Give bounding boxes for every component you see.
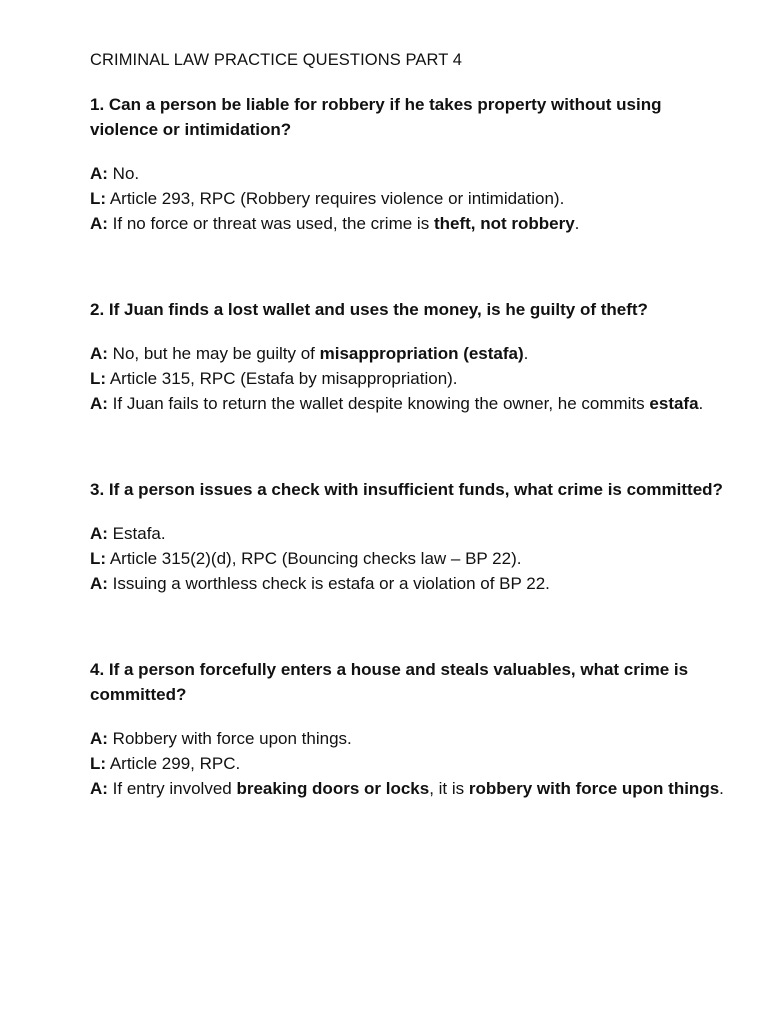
law-text: Article 293, RPC (Robbery requires violence or intimidation). xyxy=(106,189,565,208)
analysis-text-end: . xyxy=(719,779,724,798)
answer-tag: A: xyxy=(90,344,108,363)
analysis-text: If entry involved xyxy=(107,779,237,798)
law-tag: L: xyxy=(90,549,107,568)
answer-text: No. xyxy=(107,164,140,183)
answers-2 xyxy=(90,341,730,416)
answers-3 xyxy=(90,521,730,596)
analysis-emphasis: theft, not robbery xyxy=(433,214,575,233)
answers-1 xyxy=(90,161,730,236)
qa-block-1 xyxy=(90,92,730,236)
law-line xyxy=(90,751,730,776)
question-3: 3. If a person issues a check with insufficient funds, what crime is committed? xyxy=(90,480,723,499)
law-line xyxy=(90,186,730,211)
analysis-emphasis: estafa xyxy=(649,394,699,413)
analysis-tag: A: xyxy=(90,394,108,413)
law-tag: L: xyxy=(90,189,107,208)
analysis-text-end: . xyxy=(698,394,704,413)
analysis-line xyxy=(90,391,730,416)
analysis-text: If no force or threat was used, the crime is xyxy=(107,214,434,233)
answer-line xyxy=(90,521,730,546)
answer-line xyxy=(90,726,730,751)
analysis-line xyxy=(90,776,730,801)
answer-text: No, but he may be guilty of xyxy=(107,344,320,363)
answer-text: Estafa. xyxy=(107,524,166,543)
law-text: Article 315, RPC (Estafa by misappropriation). xyxy=(106,369,458,388)
question-2: 2. If Juan finds a lost wallet and uses the money, is he guilty of theft? xyxy=(90,300,648,319)
answer-text-end: . xyxy=(523,344,529,363)
qa-block-2 xyxy=(90,297,730,416)
analysis-text: Issuing a worthless check is estafa or a violation of BP 22. xyxy=(107,574,550,593)
law-text: Article 315(2)(d), RPC (Bouncing checks law – BP 22). xyxy=(106,549,522,568)
answer-line xyxy=(90,341,730,366)
question-4: 4. If a person forcefully enters a house and steals valuables, what crime is committed? xyxy=(90,660,689,704)
analysis-tag: A: xyxy=(90,779,108,798)
document-title: CRIMINAL LAW PRACTICE QUESTIONS PART 4 xyxy=(90,51,463,69)
analysis-line xyxy=(90,211,730,236)
answers-4 xyxy=(90,726,730,801)
law-line xyxy=(90,546,730,571)
law-text: Article 299, RPC. xyxy=(106,754,241,773)
analysis-emphasis: breaking doors or locks xyxy=(236,779,430,798)
question-1: 1. Can a person be liable for robbery if he takes property without using violence or intimidation? xyxy=(90,95,662,139)
analysis-tag: A: xyxy=(90,574,108,593)
law-tag: L: xyxy=(90,369,107,388)
answer-emphasis: misappropriation (estafa) xyxy=(319,344,524,363)
answer-tag: A: xyxy=(90,164,108,183)
analysis-text-mid: , it is xyxy=(429,779,469,798)
qa-block-3 xyxy=(90,477,730,596)
document-page xyxy=(90,48,730,862)
answer-line xyxy=(90,161,730,186)
law-line xyxy=(90,366,730,391)
qa-block-4 xyxy=(90,657,730,801)
answer-tag: A: xyxy=(90,524,108,543)
analysis-text-end: . xyxy=(574,214,580,233)
answer-text: Robbery with force upon things. xyxy=(107,729,352,748)
answer-tag: A: xyxy=(90,729,108,748)
analysis-line xyxy=(90,571,730,596)
analysis-emphasis-2: robbery with force upon things xyxy=(468,779,720,798)
analysis-tag: A: xyxy=(90,214,108,233)
analysis-text: If Juan fails to return the wallet despite knowing the owner, he commits xyxy=(107,394,650,413)
law-tag: L: xyxy=(90,754,107,773)
